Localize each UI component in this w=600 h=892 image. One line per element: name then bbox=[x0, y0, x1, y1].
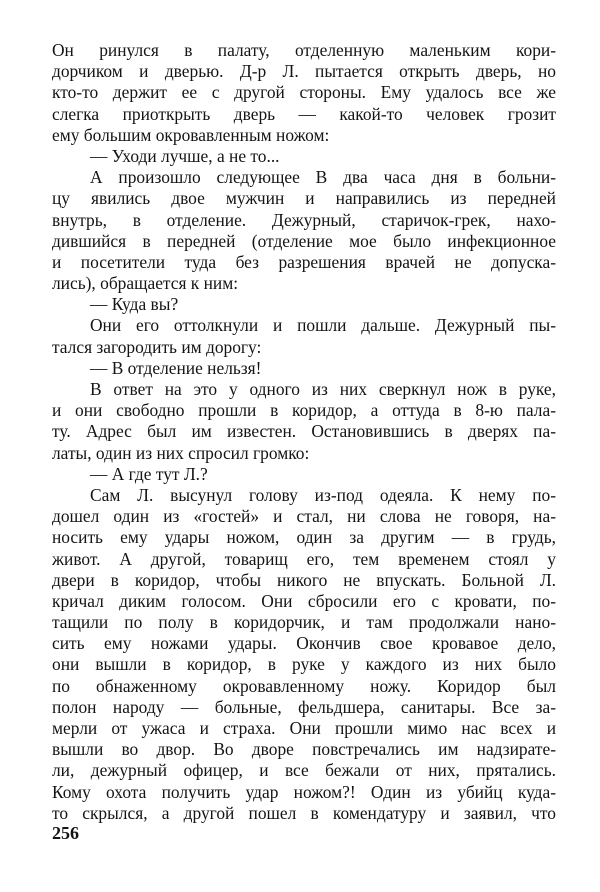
text-line: лись), обращается к ним: bbox=[52, 273, 239, 294]
text-line: — В отделение нельзя! bbox=[90, 357, 262, 378]
text-line: латы, один из них спросил громко: bbox=[52, 442, 310, 463]
page-number: 256 bbox=[52, 823, 79, 843]
text-line: — А где тут Л.? bbox=[90, 463, 208, 484]
text-line: слегка приоткрыть дверь — какой-то человек грозит bbox=[52, 103, 556, 124]
text-line: и посетители туда без разрешения врачей не допуска- bbox=[52, 251, 556, 272]
text-line: дошел один из «гостей» и стал, ни слова не говоря, на- bbox=[52, 506, 556, 527]
text-line: — Уходи лучше, а не то... bbox=[90, 145, 280, 166]
text-line: полон народу — больные, фельдшера, санитары. Все за- bbox=[52, 696, 556, 717]
text-line: внутрь, в отделение. Дежурный, старичок-грек, нахо- bbox=[52, 209, 556, 230]
text-line: носить ему удары ножом, один за другим — в грудь, bbox=[52, 527, 556, 548]
text-line: дившийся в передней (отделение мое было инфекционное bbox=[52, 230, 556, 251]
text-line: ту. Адрес был им известен. Остановившись в дверях па- bbox=[52, 421, 556, 442]
text-line: вышли во двор. Во дворе повстречались им надзирате- bbox=[52, 739, 556, 760]
text-line: двери в коридор, чтобы никого не впускать. Больной Л. bbox=[52, 569, 556, 590]
text-line: кто-то держит ее с другой стороны. Ему удалось все же bbox=[52, 82, 556, 103]
text-line: сить ему ножами удары. Окончив свое кровавое дело, bbox=[52, 633, 556, 654]
text-line: В ответ на это у одного из них сверкнул нож в руке, bbox=[90, 379, 556, 399]
text-line: тался загородить им дорогу: bbox=[52, 336, 262, 357]
text-line: мерли от ужаса и страха. Они прошли мимо нас всех и bbox=[52, 718, 556, 738]
text-line: тащили по полу в коридорчик, и там продолжали нано- bbox=[52, 612, 556, 633]
text-line: они вышли в коридор, в руке у каждого из них было bbox=[52, 654, 556, 675]
page-text bbox=[52, 40, 556, 824]
text-line: Они его оттолкнули и пошли дальше. Дежурный пы- bbox=[90, 315, 556, 336]
text-line: ли, дежурный офицер, и все бежали от них, прятались. bbox=[52, 760, 556, 781]
text-line: по обнаженному окровавленному ножу. Коридор был bbox=[52, 675, 556, 696]
text-line: — Куда вы? bbox=[90, 294, 179, 315]
text-line: то скрылся, а другой пошел в комендатуру и заявил, что bbox=[52, 802, 556, 823]
text-line: живот. А другой, товарищ его, тем временем стоял у bbox=[52, 548, 556, 569]
text-line: цу явились двое мужчин и направились из передней bbox=[52, 188, 556, 209]
text-line: Сам Л. высунул голову из-под одеяла. К нему по- bbox=[90, 484, 556, 505]
text-line: и они свободно прошли в коридор, а оттуда в 8-ю пала- bbox=[52, 400, 556, 421]
text-line: ему большим окровавленным ножом: bbox=[52, 124, 330, 145]
text-line: Кому охота получить удар ножом?! Один из убийц куда- bbox=[52, 781, 556, 802]
text-line: Он ринулся в палату, отделенную маленьким кори- bbox=[52, 40, 556, 60]
text-line: кричал диким голосом. Они сбросили его с кровати, по- bbox=[52, 590, 556, 611]
text-line: А произошло следующее В два часа дня в больни- bbox=[90, 167, 556, 188]
text-line: дорчиком и дверью. Д-р Л. пытается открыть дверь, но bbox=[52, 61, 556, 82]
